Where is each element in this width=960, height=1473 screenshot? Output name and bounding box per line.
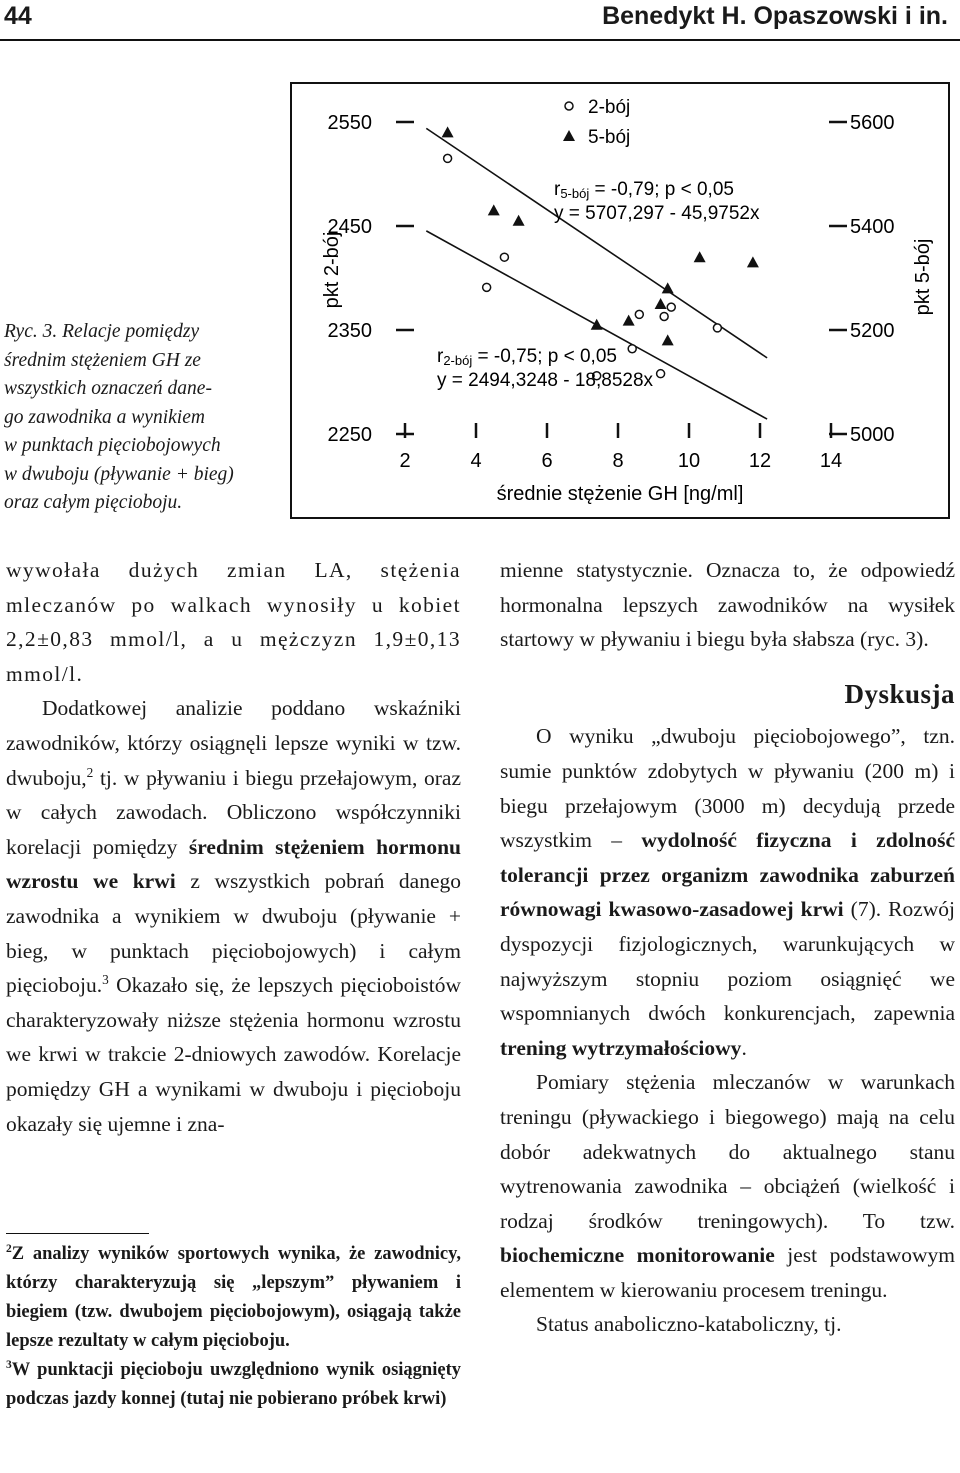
page-number: 44 xyxy=(4,2,32,30)
caption-line: oraz całym pięcioboju. xyxy=(4,492,183,513)
figure-caption xyxy=(4,318,276,518)
caption-line: wszystkich oznaczeń dane- xyxy=(4,378,212,399)
data-point-2-bój xyxy=(667,303,675,311)
legend-label: 2-bój xyxy=(588,97,631,118)
data-point-2-bój xyxy=(483,283,491,291)
x-axis-label: średnie stężenie GH [ng/ml] xyxy=(496,483,744,505)
y-left-tick-label: 2550 xyxy=(327,112,372,134)
data-point-5-bój xyxy=(747,256,759,267)
data-point-5-bój xyxy=(513,215,525,226)
y-right-tick-label: 5600 xyxy=(850,112,895,134)
left-paragraph-1: wywołała dużych zmian LA, stężenia mleczanów po walkach wynosiły u kobiet 2,2±0,83 mmol/l, a u mężczyzn 1,9±0,13 mmol/l. xyxy=(6,558,461,686)
running-title: Benedykt H. Opaszowski i in. xyxy=(602,2,948,30)
right-paragraph-5: Status anaboliczno-kataboliczny, tj. xyxy=(536,1312,842,1337)
data-point-2-bój xyxy=(657,370,665,378)
footnotes xyxy=(6,1240,461,1414)
y-right-tick-label: 5000 xyxy=(850,424,895,446)
caption-line: średnim stężeniem GH ze xyxy=(4,349,201,371)
y-left-tick-label: 2350 xyxy=(327,320,372,342)
page-header xyxy=(0,0,960,34)
footnote-rule xyxy=(6,1233,149,1234)
data-point-5-bój xyxy=(694,251,706,262)
y-left-axis-label: pkt 2-bój xyxy=(321,231,343,309)
section-heading: Dyskusja xyxy=(844,678,955,709)
x-tick-label: 6 xyxy=(541,450,553,472)
x-tick-label: 14 xyxy=(819,450,843,472)
right-paragraph-4: Pomiary stężenia mleczanów w warunkach treningu (pływackiego i biegowego) mają na celu dobór adekwatnych do aktualnego stanu wytrenowania zawodnika – obciążeń (wielkość i rodzaj środków treningowych). To tzw. biochemiczne monitorowanie jest podstawowym elementem w kierowaniu procesem treningu. xyxy=(500,1070,955,1302)
legend-marker-5-bój xyxy=(563,130,575,141)
caption-line: Ryc. 3. Relacje pomiędzy xyxy=(4,321,200,342)
data-point-5-bój xyxy=(591,319,603,330)
body-column-left xyxy=(6,553,461,1141)
fit-2-boj-stat: r2-bój = -0,75; p < 0,05 xyxy=(437,346,617,368)
caption-line: w dwuboju (pływanie + bieg) xyxy=(4,463,234,485)
data-point-2-bój xyxy=(444,154,452,162)
data-point-5-bój xyxy=(442,126,454,137)
data-point-2-bój xyxy=(500,253,508,261)
figure-frame xyxy=(290,82,950,519)
legend-label: 5-bój xyxy=(588,127,631,148)
right-paragraph-1: mienne statystycznie. Oznacza to, że odpowiedź hormonalna lepszych zawodników na wysiłek startowy w pływaniu i biegu była słabsza (ryc. 3). xyxy=(500,558,955,652)
data-point-5-bój xyxy=(488,204,500,215)
y-left-tick-label: 2450 xyxy=(327,216,372,238)
footnote-mark: 2 xyxy=(6,1243,12,1256)
scatter-plot xyxy=(292,84,948,517)
right-paragraph-3: O wyniku „dwuboju pięciobojowego”, tzn. sumie punktów zdobytych w pływaniu (200 m) i biegu przełajowym (3000 m) decydują przede wszystkim – wydolność fizyczna i zdolność tolerancji przez organizm zawodnika zaburzeń równowagi kwasowo-zasadowej krwi (7). Rozwój dyspozycji fizjologicznych, warunkujących w najwyższym stopniu poziom osiągnięć we wspomnianych dwóch konkurencjach, zapewnia trening wytrzymałościowy. xyxy=(500,724,955,1060)
x-tick-label: 4 xyxy=(470,450,482,472)
data-point-5-bój xyxy=(662,334,674,345)
y-right-axis-label: pkt 5-bój xyxy=(912,238,934,316)
fit-5-boj-stat: r5-bój = -0,79; p < 0,05 xyxy=(554,179,734,201)
footnote-mark: 3 xyxy=(6,1359,12,1372)
data-point-5-bój xyxy=(623,315,635,326)
left-paragraph-2: Dodatkowej analizie poddano wskaźniki zawodników, którzy osiągnęli lepsze wyniki w tzw. dwuboju,$^2$ tj. w pływaniu i biegu przełajowym, oraz w całych zawodach. Obliczono współczynniki korelacji pomiędzy średnim stężeniem hormonu wzrostu we krwi z wszystkich pobrań danego zawodnika a wynikiem w dwuboju (pływanie + bieg, w punktach pięciobojowych) i całym pięcioboju.$^3$ Okazało się, że lepszych pięcioboistów charakteryzowały niższe stężenia hormonu wzrostu we krwi w trakcie 2-dniowych zawodów. Korelacje pomiędzy GH a wynikami w dwuboju i pięcioboju okazały się ujemne i zna- xyxy=(6,696,462,1136)
data-point-2-bój xyxy=(660,312,668,320)
header-rule xyxy=(0,39,960,41)
data-point-2-bój xyxy=(713,324,721,332)
y-right-tick-label: 5400 xyxy=(850,216,895,238)
x-tick-label: 2 xyxy=(399,450,411,472)
data-point-2-bój xyxy=(635,310,643,318)
data-point-5-bój xyxy=(655,298,667,309)
x-tick-label: 12 xyxy=(748,450,772,472)
caption-line: w punktach pięciobojowych xyxy=(4,435,221,456)
legend-marker-2-bój xyxy=(565,102,573,110)
body-column-right xyxy=(500,553,955,1342)
x-tick-label: 8 xyxy=(612,450,624,472)
footnote-2: $^2$Z analizy wyników sportowych wynika, że zawodnicy, którzy charakteryzują się „lepszym” pływaniem i biegiem (tzw. dwubojem pięciobojowym), osiągają także lepsze rezultaty w całym pięcioboju. xyxy=(6,1243,461,1351)
caption-line: go zawodnika a wynikiem xyxy=(4,406,205,428)
y-right-tick-label: 5200 xyxy=(850,320,895,342)
data-point-2-bój xyxy=(628,345,636,353)
fit-2-boj-equation: y = 2494,3248 - 18,8528x xyxy=(437,370,654,391)
y-left-tick-label: 2250 xyxy=(327,424,372,446)
footnote-3: $^3$W punktacji pięcioboju uwzględniono wynik osiągnięty podczas jazdy konnej (tutaj nie pobierano próbek krwi) xyxy=(6,1359,461,1409)
fit-5-boj-equation: y = 5707,297 - 45,9752x xyxy=(554,203,760,224)
x-tick-label: 10 xyxy=(677,450,701,472)
